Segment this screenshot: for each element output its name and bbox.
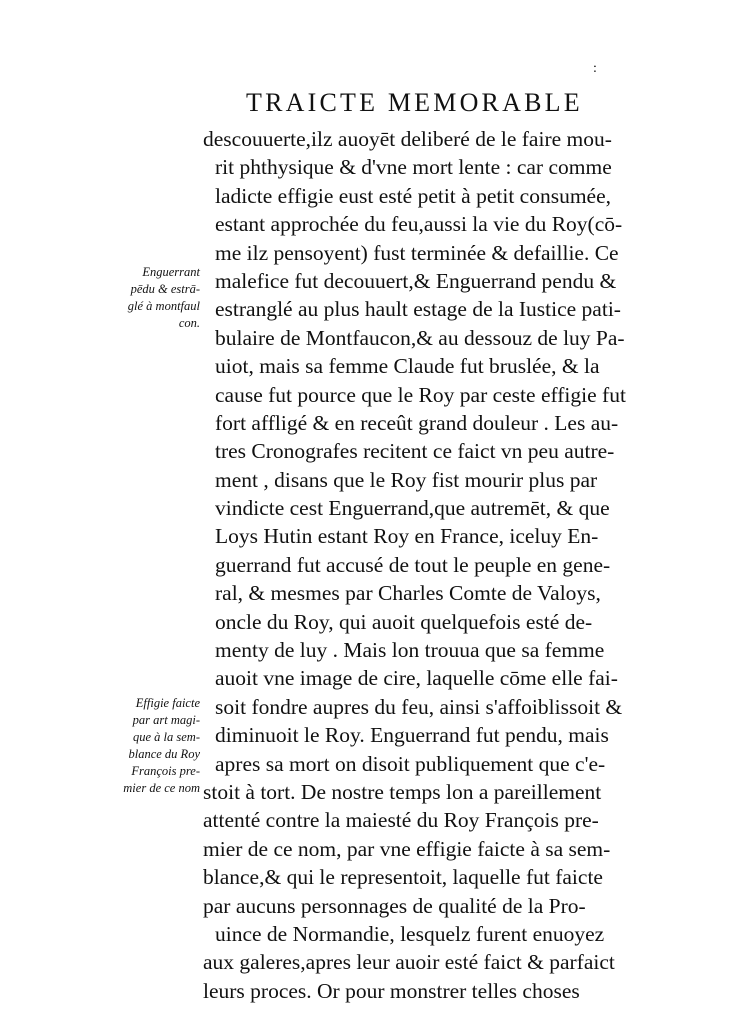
margin-note-line: mier de ce nom: [123, 781, 200, 795]
text-line: ral, & mesmes par Charles Comte de Valoys,: [215, 581, 601, 606]
margin-note-line: François pre-: [131, 764, 200, 778]
text-line: ladicte effigie eust esté petit à petit consumée,: [215, 183, 612, 208]
running-title: TRAICTE MEMORABLE: [246, 88, 583, 117]
text-line: blance,& qui le representoit, laquelle fut faicte: [203, 865, 603, 890]
margin-note-line: blance du Roy: [128, 747, 200, 761]
margin-note-line: Enguerrant: [142, 265, 200, 279]
margin-note-line: par art magi-: [132, 713, 200, 727]
text-line: stoit à tort. De nostre temps lon a pareillement: [203, 779, 602, 804]
margin-note-enguerrand: [108, 264, 200, 332]
text-line: par aucuns personnages de qualité de la Pro-: [203, 893, 586, 918]
text-line: oncle du Roy, qui auoit quelquefois esté de-: [215, 609, 593, 634]
corner-mark: :: [593, 61, 597, 76]
text-line: uince de Normandie, lesquelz furent enuoyez: [215, 921, 605, 946]
text-line: rit phthysique & d'vne mort lente : car comme: [215, 155, 612, 180]
text-line: malefice fut decouuert,& Enguerrand pendu &: [215, 268, 617, 293]
text-line: diminuoit le Roy. Enguerrand fut pendu, mais: [215, 723, 609, 748]
text-line: fort affligé & en receût grand douleur . Les au-: [215, 410, 619, 435]
margin-note-line: pēdu & estrā-: [130, 282, 200, 296]
text-line: estant approchée du feu,aussi la vie du Roy(cō-: [215, 212, 623, 237]
text-line: cause fut pource que le Roy par ceste effigie fut: [215, 382, 626, 407]
text-line: me ilz pensoyent) fust terminée & defaillie. Ce: [215, 240, 619, 265]
text-line: attenté contre la maiesté du Roy François pre-: [203, 808, 599, 833]
text-line: tres Cronografes recitent ce faict vn peu autre-: [215, 439, 615, 464]
margin-note-effigie: [100, 695, 200, 797]
text-line: menty de luy . Mais lon trouua que sa femme: [215, 638, 605, 663]
margin-note-line: glé à montfaul: [127, 299, 200, 313]
text-line: bulaire de Montfaucon,& au dessouz de luy Pa-: [215, 325, 625, 350]
margin-note-line: con.: [178, 316, 200, 330]
body-text: [203, 125, 626, 1005]
text-line: guerrand fut accusé de tout le peuple en gene-: [215, 552, 611, 577]
text-line: Loys Hutin estant Roy en France, iceluy En-: [215, 524, 599, 549]
text-line: estranglé au plus hault estage de la Iustice pati-: [215, 297, 621, 322]
text-line: soit fondre aupres du feu, ainsi s'affoiblissoit &: [215, 694, 623, 719]
text-line: descouuerte,ilz auoyēt deliberé de le faire mou-: [203, 127, 612, 151]
text-line: uiot, mais sa femme Claude fut bruslée, & la: [215, 354, 600, 379]
text-line: leurs proces. Or pour monstrer telles choses: [203, 978, 580, 1003]
text-line: apres sa mort on disoit publiquement que c'e-: [215, 751, 606, 776]
text-line: aux galeres,apres leur auoir esté faict & parfaict: [203, 950, 615, 975]
margin-note-line: que à la sem-: [133, 730, 200, 744]
text-line: mier de ce nom, par vne effigie faicte à sa sem-: [203, 836, 611, 861]
text-line: vindicte cest Enguerrand,que autremēt, & que: [215, 496, 610, 521]
margin-note-line: Effigie faicte: [135, 696, 200, 710]
text-line: ment , disans que le Roy fist mourir plus par: [215, 467, 598, 492]
text-line: auoit vne image de cire, laquelle cōme elle fai-: [215, 666, 618, 691]
